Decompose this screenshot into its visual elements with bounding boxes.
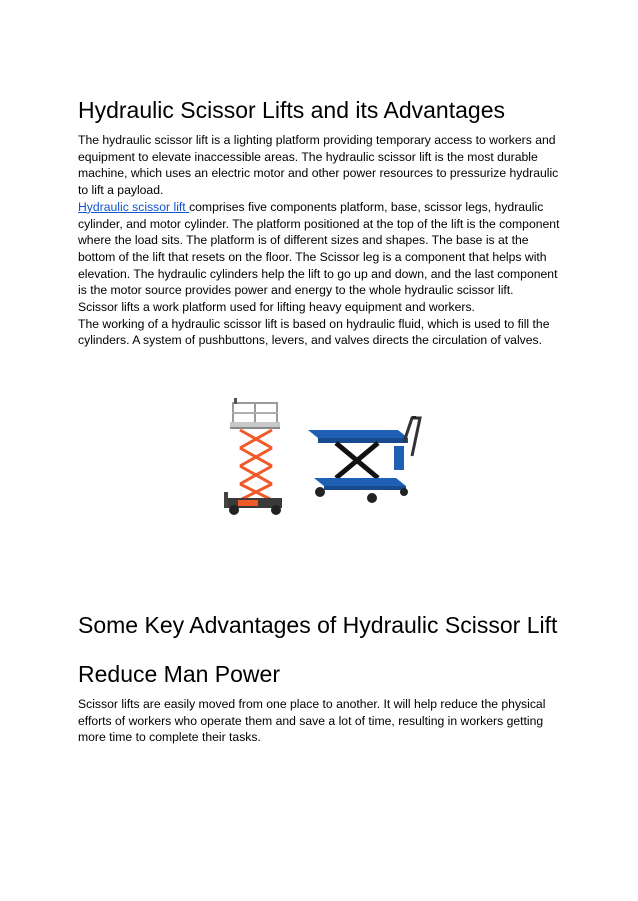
hydraulic-scissor-lift-link[interactable]: Hydraulic scissor lift (78, 199, 190, 214)
aerial-scissor-lift-image (220, 396, 290, 521)
page-title: Hydraulic Scissor Lifts and its Advantages (78, 97, 505, 123)
hydraulic-table-lift-image (308, 416, 428, 506)
paragraph-intro: The hydraulic scissor lift is a lighting platform providing temporary access to workers and equipment to elevate inaccessible areas. The hydraulic scissor lift is the most durable machine, which uses an electric motor and other power resources to pressurize hydraulic to lift a payload. (78, 133, 559, 198)
intro-text-block (78, 132, 564, 349)
reduce-man-power-text-block (78, 696, 564, 746)
paragraph-working: The working of a hydraulic scissor lift is based on hydraulic fluid, which is used to fill the cylinders. A system of pushbuttons, levers, and valves directs the circulation of valves. (78, 316, 550, 348)
paragraph-components (78, 199, 564, 299)
paragraph-reduce-man-power: Scissor lifts are easily moved from one place to another. It will help reduce the physical efforts of workers who operate them and save a lot of time, resulting in workers getting more time to complete their tasks. (78, 697, 546, 745)
paragraph-components-text: comprises five components platform, base, scissor legs, hydraulic cylinder, and motor cylinder. The platform positioned at the top of the lift is the component where the load sits. The platform is of different sizes and shapes. The base is at the bottom of the lift that resets on the floor. The Scissor leg is a component that helps with elevation. The hydraulic cylinders help the lift to go up and down, and the last component is the motor source provides power and energy to the whole hydraulic scissor lift. (78, 199, 560, 298)
product-images (220, 396, 430, 521)
section-heading-reduce-man-power: Reduce Man Power (78, 661, 280, 687)
section-heading-key-advantages: Some Key Advantages of Hydraulic Scissor Lift (78, 612, 558, 638)
paragraph-work-platform: Scissor lifts a work platform used for lifting heavy equipment and workers. (78, 300, 475, 315)
